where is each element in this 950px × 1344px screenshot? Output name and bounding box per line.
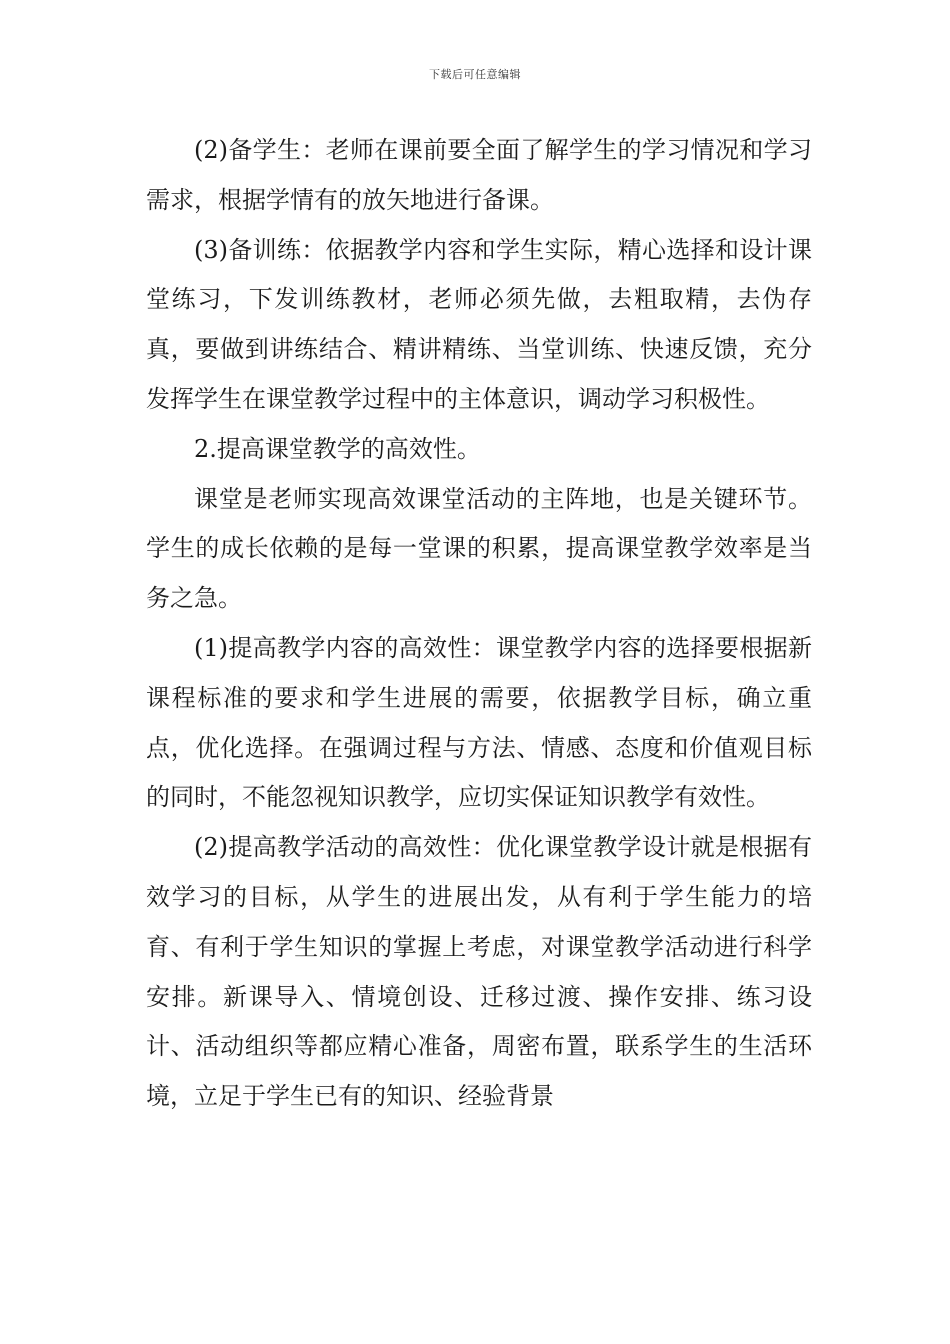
paragraph-content-efficiency: (1)提高教学内容的高效性：课堂教学内容的选择要根据新课程标准的要求和学生进展的需要，依据教学目标，确立重点，优化选择。在强调过程与方法、情感、态度和价值观目标的同时，不能忽视知识教学，应切实保证知识教学有效性。 bbox=[146, 633, 812, 812]
paragraph-prepare-students: (2)备学生：老师在课前要全面了解学生的学习情况和学习需求，根据学情有的放矢地进行备课。 bbox=[146, 136, 812, 214]
document-body bbox=[146, 126, 812, 1122]
paragraph-classroom-role: 课堂是老师实现高效课堂活动的主阵地，也是关键环节。学生的成长依赖的是每一堂课的积累，提高课堂教学效率是当务之急。 bbox=[146, 484, 812, 613]
paragraph-prepare-training: (3)备训练：依据教学内容和学生实际，精心选择和设计课堂练习，下发训练教材，老师必须先做，去粗取精，去伪存真，要做到讲练结合、精讲精练、当堂训练、快速反馈，充分发挥学生在课堂教学过程中的主体意识，调动学习积极性。 bbox=[146, 235, 812, 413]
section-heading-efficiency: 2.提高课堂教学的高效性。 bbox=[194, 434, 481, 463]
paragraph-activity-efficiency: (2)提高教学活动的高效性：优化课堂教学设计就是根据有效学习的目标，从学生的进展出发，从有利于学生能力的培育、有利于学生知识的掌握上考虑，对课堂教学活动进行科学安排。新课导入、情境创设、迁移过渡、操作安排、练习设计、活动组织等都应精心准备，周密布置，联系学生的生活环境，立足于学生已有的知识、经验背景 bbox=[146, 833, 812, 1111]
header-note: 下载后可任意编辑 bbox=[429, 68, 521, 81]
